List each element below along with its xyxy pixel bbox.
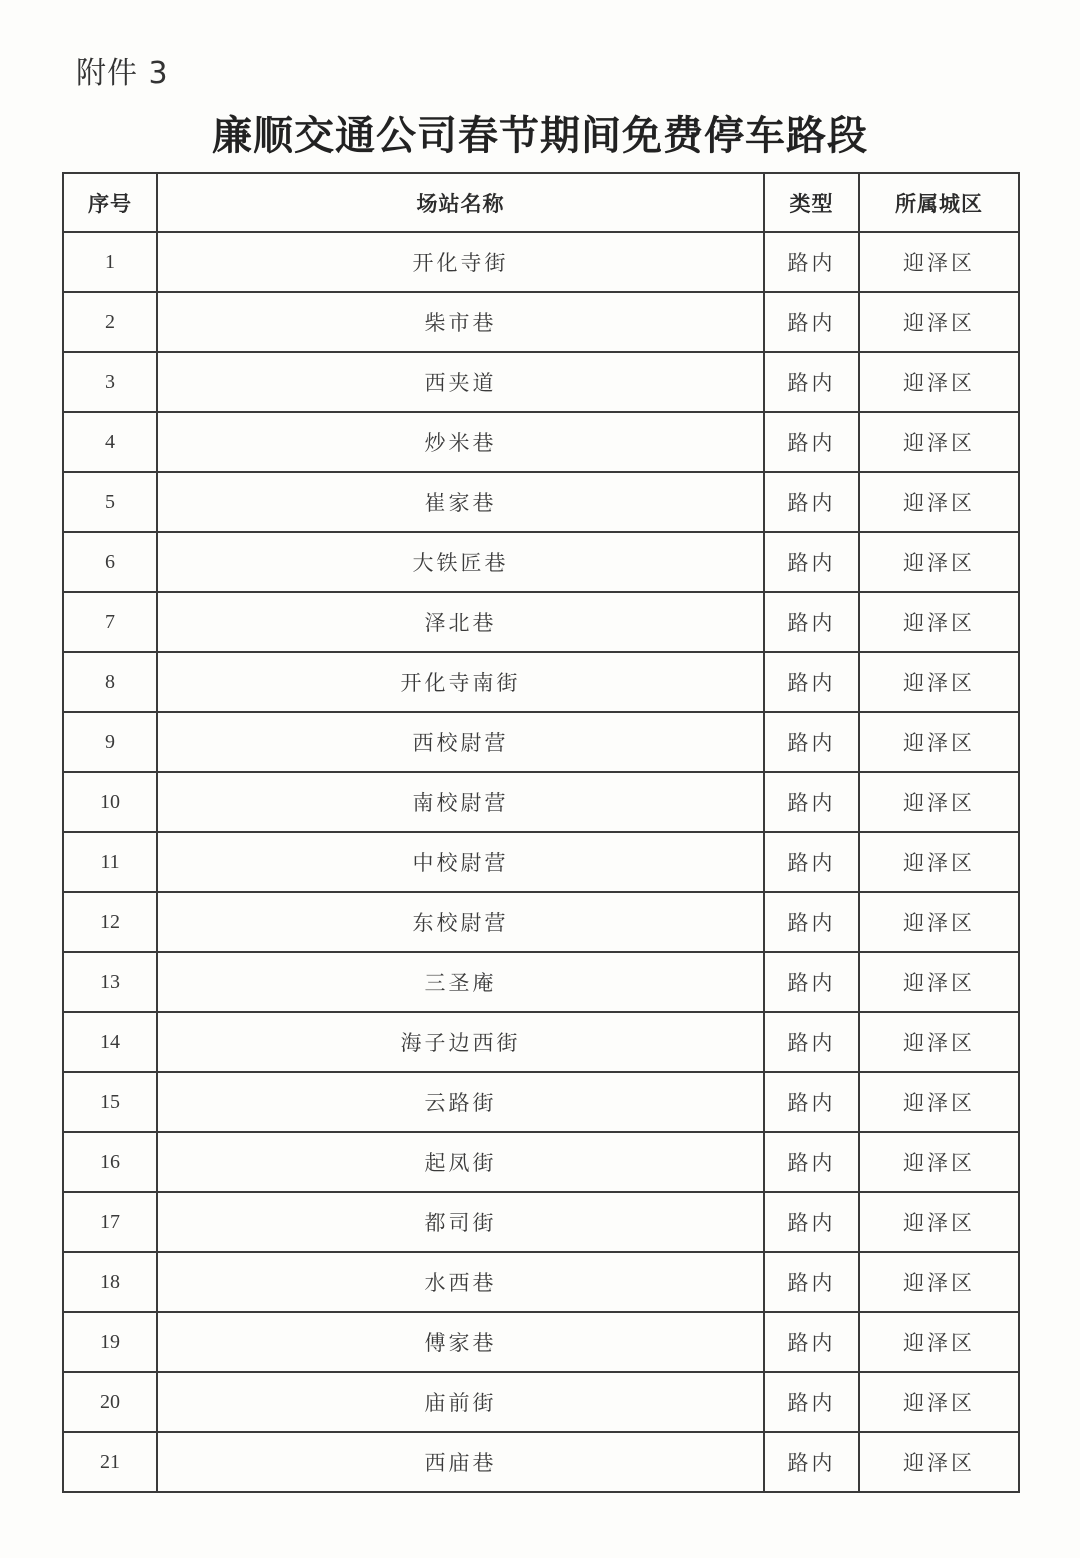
type-cell: 路内 [764,232,859,292]
serial-number-cell: 20 [63,1372,157,1432]
type-cell: 路内 [764,1072,859,1132]
district-cell: 迎泽区 [859,352,1019,412]
table-row [63,472,1019,532]
table-row [63,1252,1019,1312]
type-cell: 路内 [764,712,859,772]
station-name-cell: 三圣庵 [157,952,764,1012]
district-cell: 迎泽区 [859,232,1019,292]
station-name-cell: 水西巷 [157,1252,764,1312]
district-cell: 迎泽区 [859,892,1019,952]
station-name-cell: 大铁匠巷 [157,532,764,592]
station-name-cell: 开化寺街 [157,232,764,292]
station-name-cell: 都司街 [157,1192,764,1252]
serial-number-cell: 4 [63,412,157,472]
table-row [63,1372,1019,1432]
type-cell: 路内 [764,652,859,712]
type-cell: 路内 [764,292,859,352]
serial-number-cell: 7 [63,592,157,652]
district-cell: 迎泽区 [859,772,1019,832]
station-name-cell: 西庙巷 [157,1432,764,1492]
table-row [63,532,1019,592]
type-cell: 路内 [764,412,859,472]
district-cell: 迎泽区 [859,1072,1019,1132]
type-cell: 路内 [764,1132,859,1192]
serial-number-cell: 9 [63,712,157,772]
type-cell: 路内 [764,952,859,1012]
district-cell: 迎泽区 [859,652,1019,712]
table-row [63,712,1019,772]
serial-number-cell: 14 [63,1012,157,1072]
station-name-cell: 东校尉营 [157,892,764,952]
district-cell: 迎泽区 [859,1132,1019,1192]
document-title: 廉顺交通公司春节期间免费停车路段 [212,112,868,159]
serial-number-cell: 10 [63,772,157,832]
table-row [63,772,1019,832]
district-cell: 迎泽区 [859,1012,1019,1072]
serial-number-cell: 12 [63,892,157,952]
district-cell: 迎泽区 [859,592,1019,652]
table-row [63,232,1019,292]
table-row [63,1192,1019,1252]
district-cell: 迎泽区 [859,1432,1019,1492]
header-district: 所属城区 [859,173,1019,232]
station-name-cell: 海子边西街 [157,1012,764,1072]
type-cell: 路内 [764,1312,859,1372]
serial-number-cell: 11 [63,832,157,892]
serial-number-cell: 15 [63,1072,157,1132]
type-cell: 路内 [764,1432,859,1492]
serial-number-cell: 1 [63,232,157,292]
serial-number-cell: 5 [63,472,157,532]
serial-number-cell: 16 [63,1132,157,1192]
table-row [63,292,1019,352]
district-cell: 迎泽区 [859,472,1019,532]
district-cell: 迎泽区 [859,1372,1019,1432]
district-cell: 迎泽区 [859,952,1019,1012]
table-row [63,832,1019,892]
table-row [63,412,1019,472]
serial-number-cell: 18 [63,1252,157,1312]
station-name-cell: 庙前街 [157,1372,764,1432]
station-name-cell: 起凤街 [157,1132,764,1192]
type-cell: 路内 [764,1192,859,1252]
serial-number-cell: 13 [63,952,157,1012]
station-name-cell: 南校尉营 [157,772,764,832]
station-name-cell: 泽北巷 [157,592,764,652]
district-cell: 迎泽区 [859,1252,1019,1312]
serial-number-cell: 17 [63,1192,157,1252]
type-cell: 路内 [764,892,859,952]
station-name-cell: 炒米巷 [157,412,764,472]
table-body [63,232,1019,1492]
serial-number-cell: 19 [63,1312,157,1372]
parking-sections-table [62,172,1020,1493]
table-row [63,1072,1019,1132]
table-row [63,592,1019,652]
station-name-cell: 西夹道 [157,352,764,412]
district-cell: 迎泽区 [859,832,1019,892]
station-name-cell: 崔家巷 [157,472,764,532]
station-name-cell: 傅家巷 [157,1312,764,1372]
table-row [63,352,1019,412]
station-name-cell: 开化寺南街 [157,652,764,712]
type-cell: 路内 [764,772,859,832]
district-cell: 迎泽区 [859,1192,1019,1252]
table-row [63,1312,1019,1372]
table-row [63,892,1019,952]
district-cell: 迎泽区 [859,532,1019,592]
type-cell: 路内 [764,1252,859,1312]
type-cell: 路内 [764,532,859,592]
serial-number-cell: 8 [63,652,157,712]
table-header-row [63,173,1019,232]
table-row [63,1012,1019,1072]
district-cell: 迎泽区 [859,1312,1019,1372]
serial-number-cell: 3 [63,352,157,412]
attachment-label: 附件 3 [76,56,169,91]
header-type: 类型 [764,173,859,232]
type-cell: 路内 [764,1372,859,1432]
district-cell: 迎泽区 [859,412,1019,472]
station-name-cell: 柴市巷 [157,292,764,352]
type-cell: 路内 [764,1012,859,1072]
table-row [63,1132,1019,1192]
header-station-name: 场站名称 [157,173,764,232]
table-row [63,952,1019,1012]
table-row [63,652,1019,712]
serial-number-cell: 21 [63,1432,157,1492]
type-cell: 路内 [764,592,859,652]
district-cell: 迎泽区 [859,712,1019,772]
type-cell: 路内 [764,832,859,892]
serial-number-cell: 6 [63,532,157,592]
district-cell: 迎泽区 [859,292,1019,352]
type-cell: 路内 [764,352,859,412]
type-cell: 路内 [764,472,859,532]
header-serial-number: 序号 [63,173,157,232]
serial-number-cell: 2 [63,292,157,352]
table-row [63,1432,1019,1492]
station-name-cell: 中校尉营 [157,832,764,892]
station-name-cell: 云路街 [157,1072,764,1132]
station-name-cell: 西校尉营 [157,712,764,772]
